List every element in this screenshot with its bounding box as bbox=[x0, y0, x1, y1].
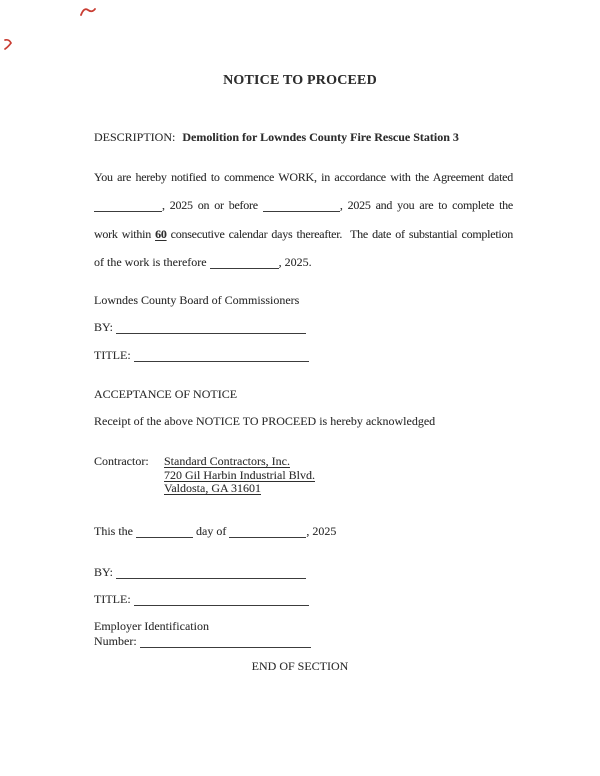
owner-by-label: BY: bbox=[94, 320, 113, 334]
paragraph-line-2-text-b: , 2025 and you are to complete the bbox=[339, 198, 514, 212]
end-of-section: END OF SECTION bbox=[251, 659, 349, 673]
contractor-title-line bbox=[94, 591, 309, 607]
contractor-by-signature-blank bbox=[116, 567, 306, 579]
contractor-title-label: TITLE: bbox=[94, 592, 131, 606]
red-pen-mark-1 bbox=[80, 6, 96, 18]
red-pen-mark-2 bbox=[3, 38, 13, 51]
ein-label-line1: Employer Identification bbox=[94, 619, 209, 633]
contractor-address-block bbox=[164, 455, 315, 496]
day-blank bbox=[136, 526, 193, 538]
calendar-days-value: 60 bbox=[155, 227, 167, 241]
paragraph-line-4-text-b: , 2025. bbox=[278, 255, 312, 269]
owner-title-blank bbox=[134, 350, 309, 362]
contractor-by-label: BY: bbox=[94, 565, 113, 579]
paragraph-line-3-text-b: consecutive calendar days thereafter. The date of substantial completion bbox=[166, 227, 513, 241]
description-value: Demolition for Lowndes County Fire Rescue Station 3 bbox=[182, 130, 459, 144]
month-blank bbox=[229, 526, 306, 538]
commence-date-blank bbox=[263, 200, 340, 212]
contractor-title-blank bbox=[134, 594, 309, 606]
paragraph-line-1: You are hereby notified to commence WORK, in accordance with the Agreement dated bbox=[94, 170, 513, 184]
paragraph-line-4-text-a: of the work is therefore bbox=[94, 255, 210, 269]
agreement-date-blank bbox=[94, 200, 162, 212]
date-line bbox=[94, 523, 336, 539]
owner-by-line bbox=[94, 319, 306, 335]
contractor-address-2: Valdosta, GA 31601 bbox=[164, 481, 261, 495]
paragraph-line-4 bbox=[94, 254, 312, 270]
paragraph-line-2 bbox=[94, 197, 513, 213]
completion-date-blank bbox=[210, 257, 279, 269]
contractor-label: Contractor: bbox=[94, 454, 149, 468]
paragraph-line-3-text-a: work within bbox=[94, 227, 156, 241]
document-title: NOTICE TO PROCEED bbox=[223, 73, 377, 88]
date-line-suffix: , 2025 bbox=[306, 524, 337, 538]
description-label: DESCRIPTION: bbox=[94, 130, 176, 144]
receipt-line: Receipt of the above NOTICE TO PROCEED is hereby acknowledged bbox=[94, 414, 436, 428]
paragraph-line-3 bbox=[94, 226, 513, 242]
acceptance-heading: ACCEPTANCE OF NOTICE bbox=[94, 387, 238, 401]
commissioners-name: Lowndes County Board of Commissioners bbox=[94, 293, 300, 307]
paragraph-line-2-text-a: , 2025 on or before bbox=[162, 198, 263, 212]
contractor-by-line bbox=[94, 564, 306, 580]
ein-block bbox=[94, 619, 311, 648]
date-line-prefix: This the bbox=[94, 524, 136, 538]
contractor-name: Standard Contractors, Inc. bbox=[164, 454, 290, 468]
ein-number-blank bbox=[140, 636, 311, 648]
ein-label-line2: Number: bbox=[94, 633, 140, 648]
owner-title-line bbox=[94, 347, 309, 363]
contractor-address-1: 720 Gil Harbin Industrial Blvd. bbox=[164, 467, 315, 482]
owner-title-label: TITLE: bbox=[94, 348, 131, 362]
owner-by-signature-blank bbox=[116, 322, 306, 334]
description-line bbox=[94, 129, 459, 145]
date-line-middle: day of bbox=[193, 524, 230, 538]
